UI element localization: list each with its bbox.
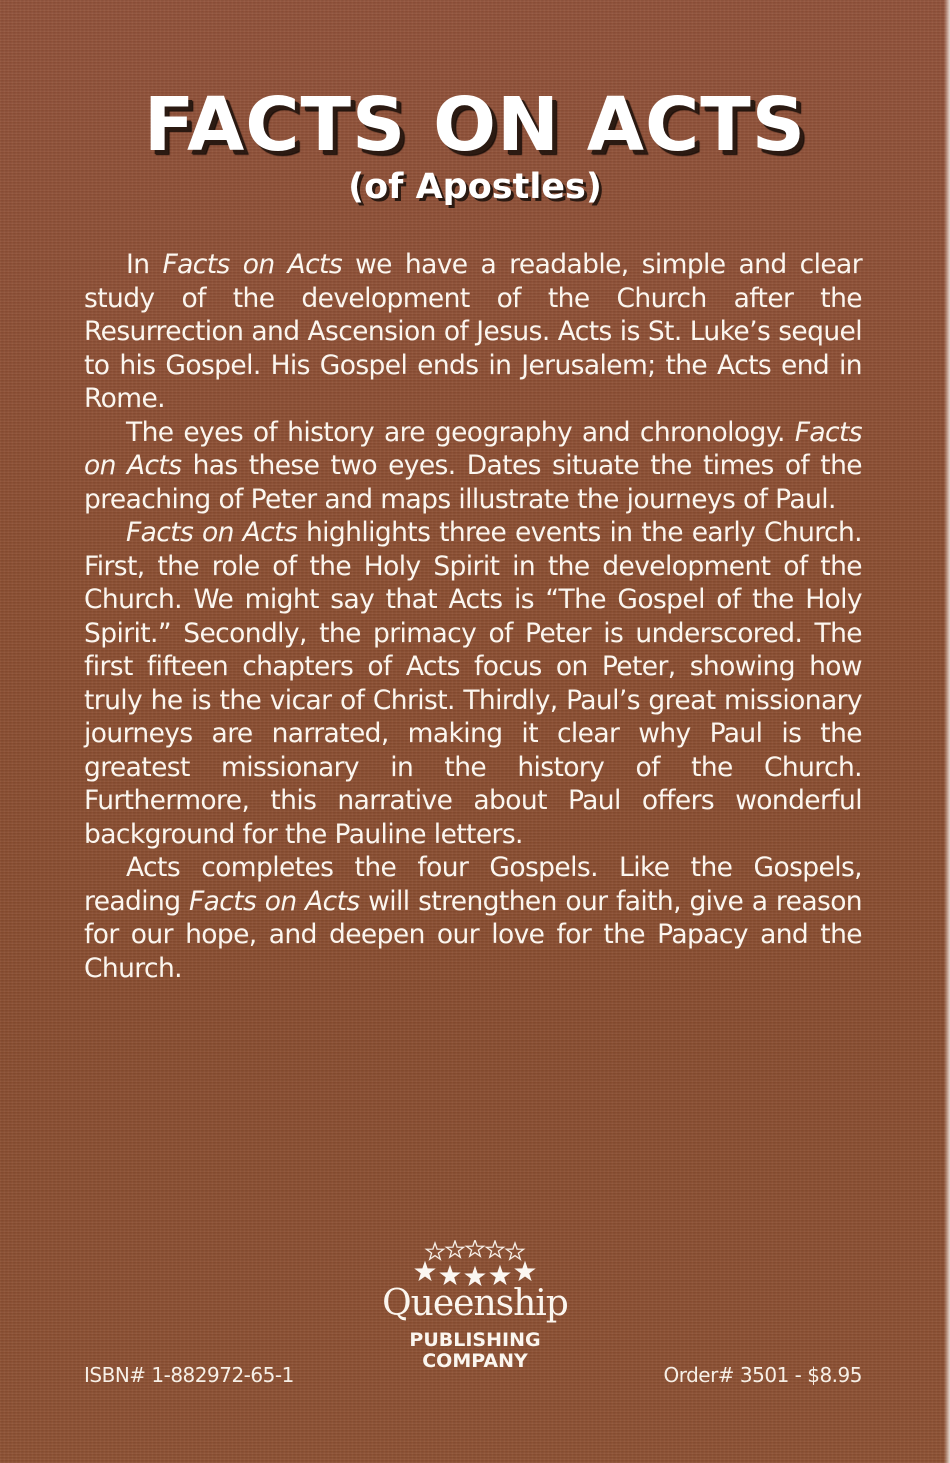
book-title-reference: Facts on Acts — [126, 517, 298, 548]
book-title-reference: Facts on Acts — [189, 885, 360, 917]
order-price: Order# 3501 - $8.95 — [663, 1363, 862, 1387]
cover-edge — [944, 0, 950, 1463]
text-run: The eyes of history are geography and chronology. — [126, 416, 795, 448]
paragraph-1 — [84, 248, 862, 416]
text-run: will strengthen our faith, give a reason for our hope, and deepen our love for the Papacy and the Church. — [84, 885, 863, 984]
publisher-name: Queenship — [382, 1283, 568, 1324]
publisher-line-1: PUBLISHING — [409, 1329, 541, 1351]
book-title-reference: Facts on Acts — [84, 416, 862, 481]
text-run: we have a readable, simple and clear study of the development of the Church after the Resurrection and Ascension of Jesus. Acts is St. Luke’s sequel to his Gospel. His Gospel ends in Jerusalem; the Acts end in Rome. — [84, 249, 862, 414]
paragraph-2 — [84, 416, 862, 517]
book-subtitle: (of Apostles) — [348, 167, 602, 207]
text-run: In — [126, 249, 163, 280]
publisher-line-2: COMPANY — [422, 1350, 528, 1372]
book-title: FACTS ON ACTS — [143, 82, 807, 168]
paragraph-4 — [84, 851, 862, 985]
text-run: Acts completes the four Gospels. Like the Gospels, reading — [84, 852, 862, 917]
text-run: highlights three events in the early Church. First, the role of the Holy Spirit in the development of the Church. We might say that Acts is “The Gospel of the Holy Spirit.” Secondly, the primacy of Peter is underscored. The first fifteen chapters of Acts focus on Peter, showing how truly he is the vicar of Christ. Thirdly, Paul’s great missionary journeys are narrated, making it clear why Paul is the greatest missionary in the history of the Church. Furthermore, this narrative about Paul offers wonderful background for the Pauline letters. — [84, 517, 862, 850]
paragraph-3 — [84, 516, 862, 851]
isbn-number: ISBN# 1-882972-65-1 — [84, 1363, 294, 1387]
text-run: has these two eyes. Dates situate the times of the preaching of Peter and maps illustrate the journeys of Paul. — [84, 450, 862, 515]
publisher-logo — [380, 1240, 570, 1372]
book-title-reference: Facts on Acts — [162, 249, 343, 280]
book-description — [84, 248, 862, 985]
